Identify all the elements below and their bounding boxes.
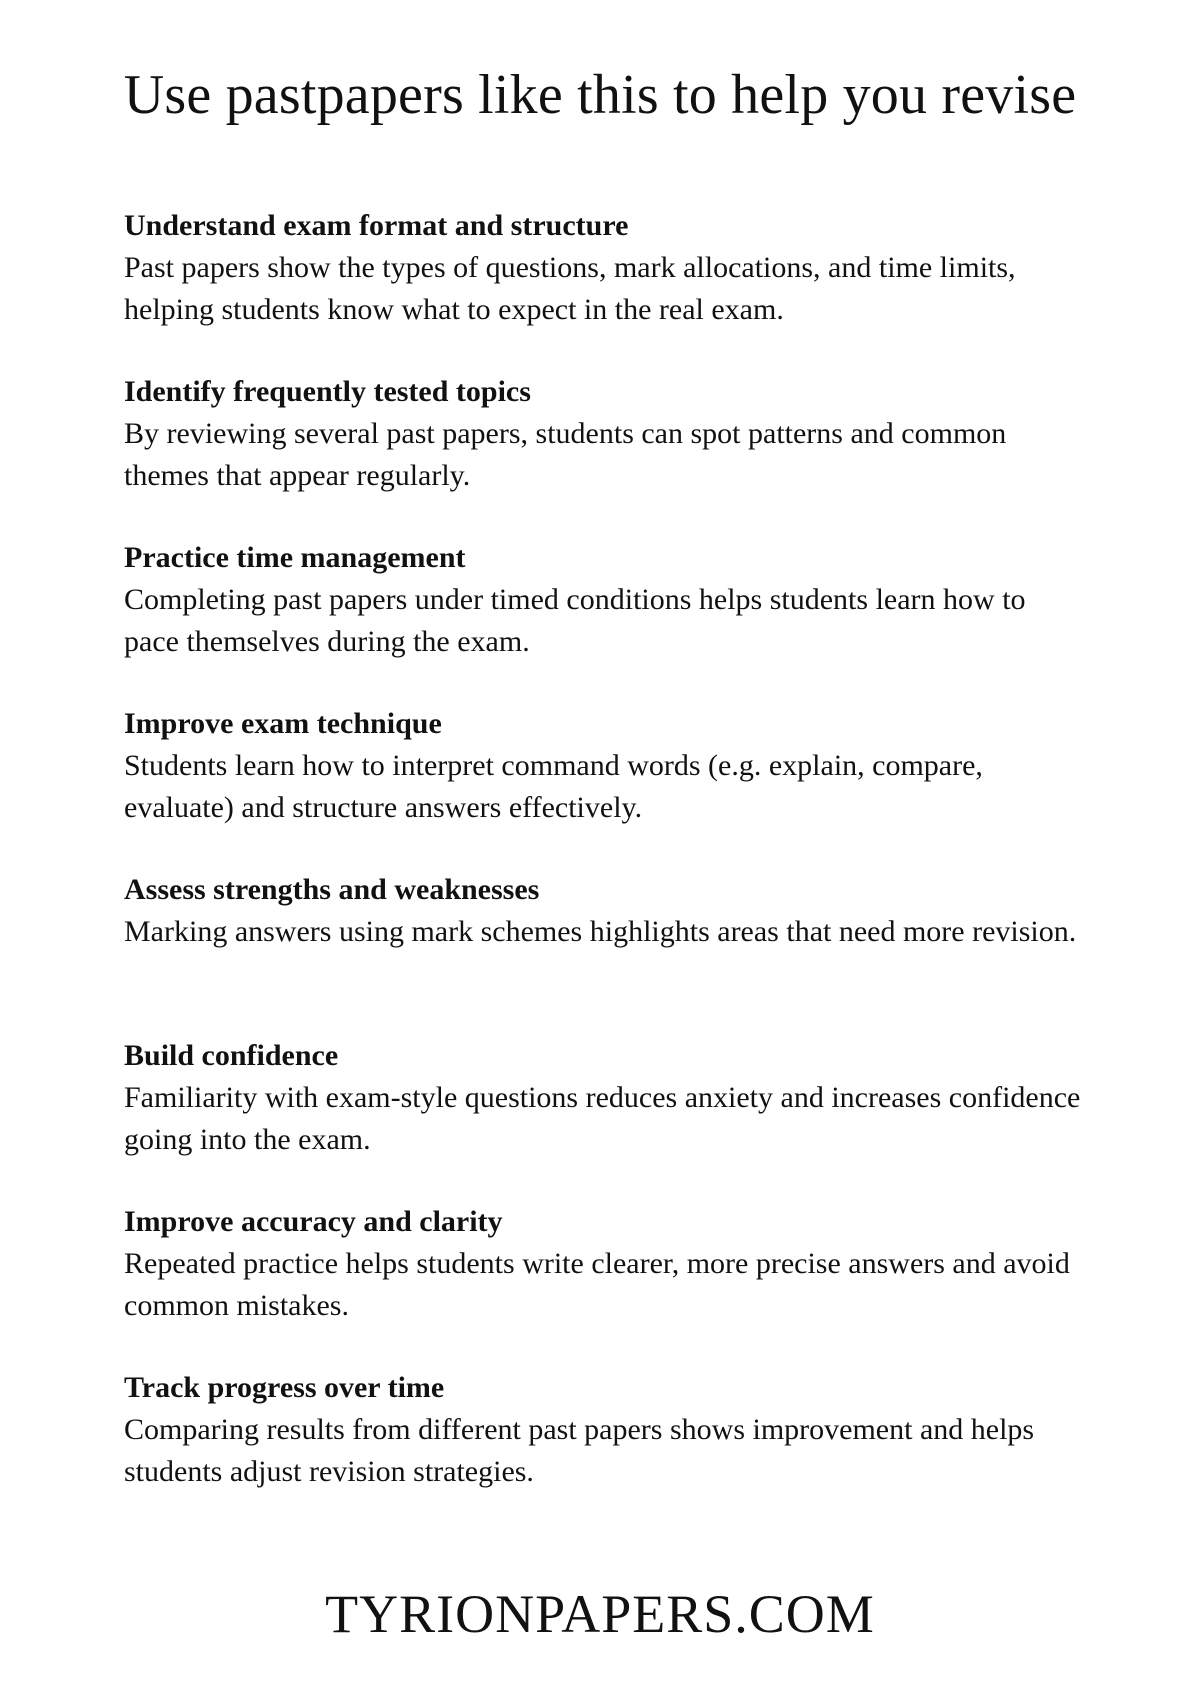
tips-list	[124, 205, 1084, 1533]
tip-section	[124, 205, 1084, 371]
page-title: Use pastpapers like this to help you revise	[123, 64, 1077, 126]
tip-heading: Assess strengths and weaknesses	[124, 873, 540, 906]
tip-body: Comparing results from different past papers shows improvement and helps students adjust revision strategies.	[124, 1413, 1035, 1488]
tip-body: Completing past papers under timed conditions helps students learn how to pace themselves during the exam.	[124, 583, 1026, 658]
tip-section	[124, 371, 1084, 537]
tip-heading: Practice time management	[124, 541, 466, 574]
tip-heading: Improve exam technique	[124, 707, 442, 740]
tip-heading: Build confidence	[124, 1039, 339, 1072]
tip-heading: Improve accuracy and clarity	[124, 1205, 503, 1238]
tip-heading: Understand exam format and structure	[124, 209, 629, 242]
tip-body: By reviewing several past papers, students can spot patterns and common themes that appear regularly.	[124, 417, 1007, 492]
tip-body: Repeated practice helps students write clearer, more precise answers and avoid common mistakes.	[124, 1247, 1070, 1322]
tip-section	[124, 537, 1084, 703]
tip-body: Past papers show the types of questions, mark allocations, and time limits, helping students know what to expect in the real exam.	[124, 251, 1016, 326]
tip-body: Familiarity with exam-style questions reduces anxiety and increases confidence going into the exam.	[124, 1081, 1081, 1156]
tip-section	[124, 869, 1084, 1035]
tip-body: Students learn how to interpret command words (e.g. explain, compare, evaluate) and structure answers effectively.	[124, 749, 983, 824]
tip-section	[124, 1201, 1084, 1367]
site-url-footer: TYRIONPAPERS.COM	[325, 1584, 875, 1644]
tip-section	[124, 703, 1084, 869]
tip-heading: Identify frequently tested topics	[124, 375, 531, 408]
tip-heading: Track progress over time	[124, 1371, 445, 1404]
tip-section	[124, 1035, 1084, 1201]
tip-body: Marking answers using mark schemes highlights areas that need more revision.	[124, 915, 1077, 948]
tip-section	[124, 1367, 1084, 1533]
